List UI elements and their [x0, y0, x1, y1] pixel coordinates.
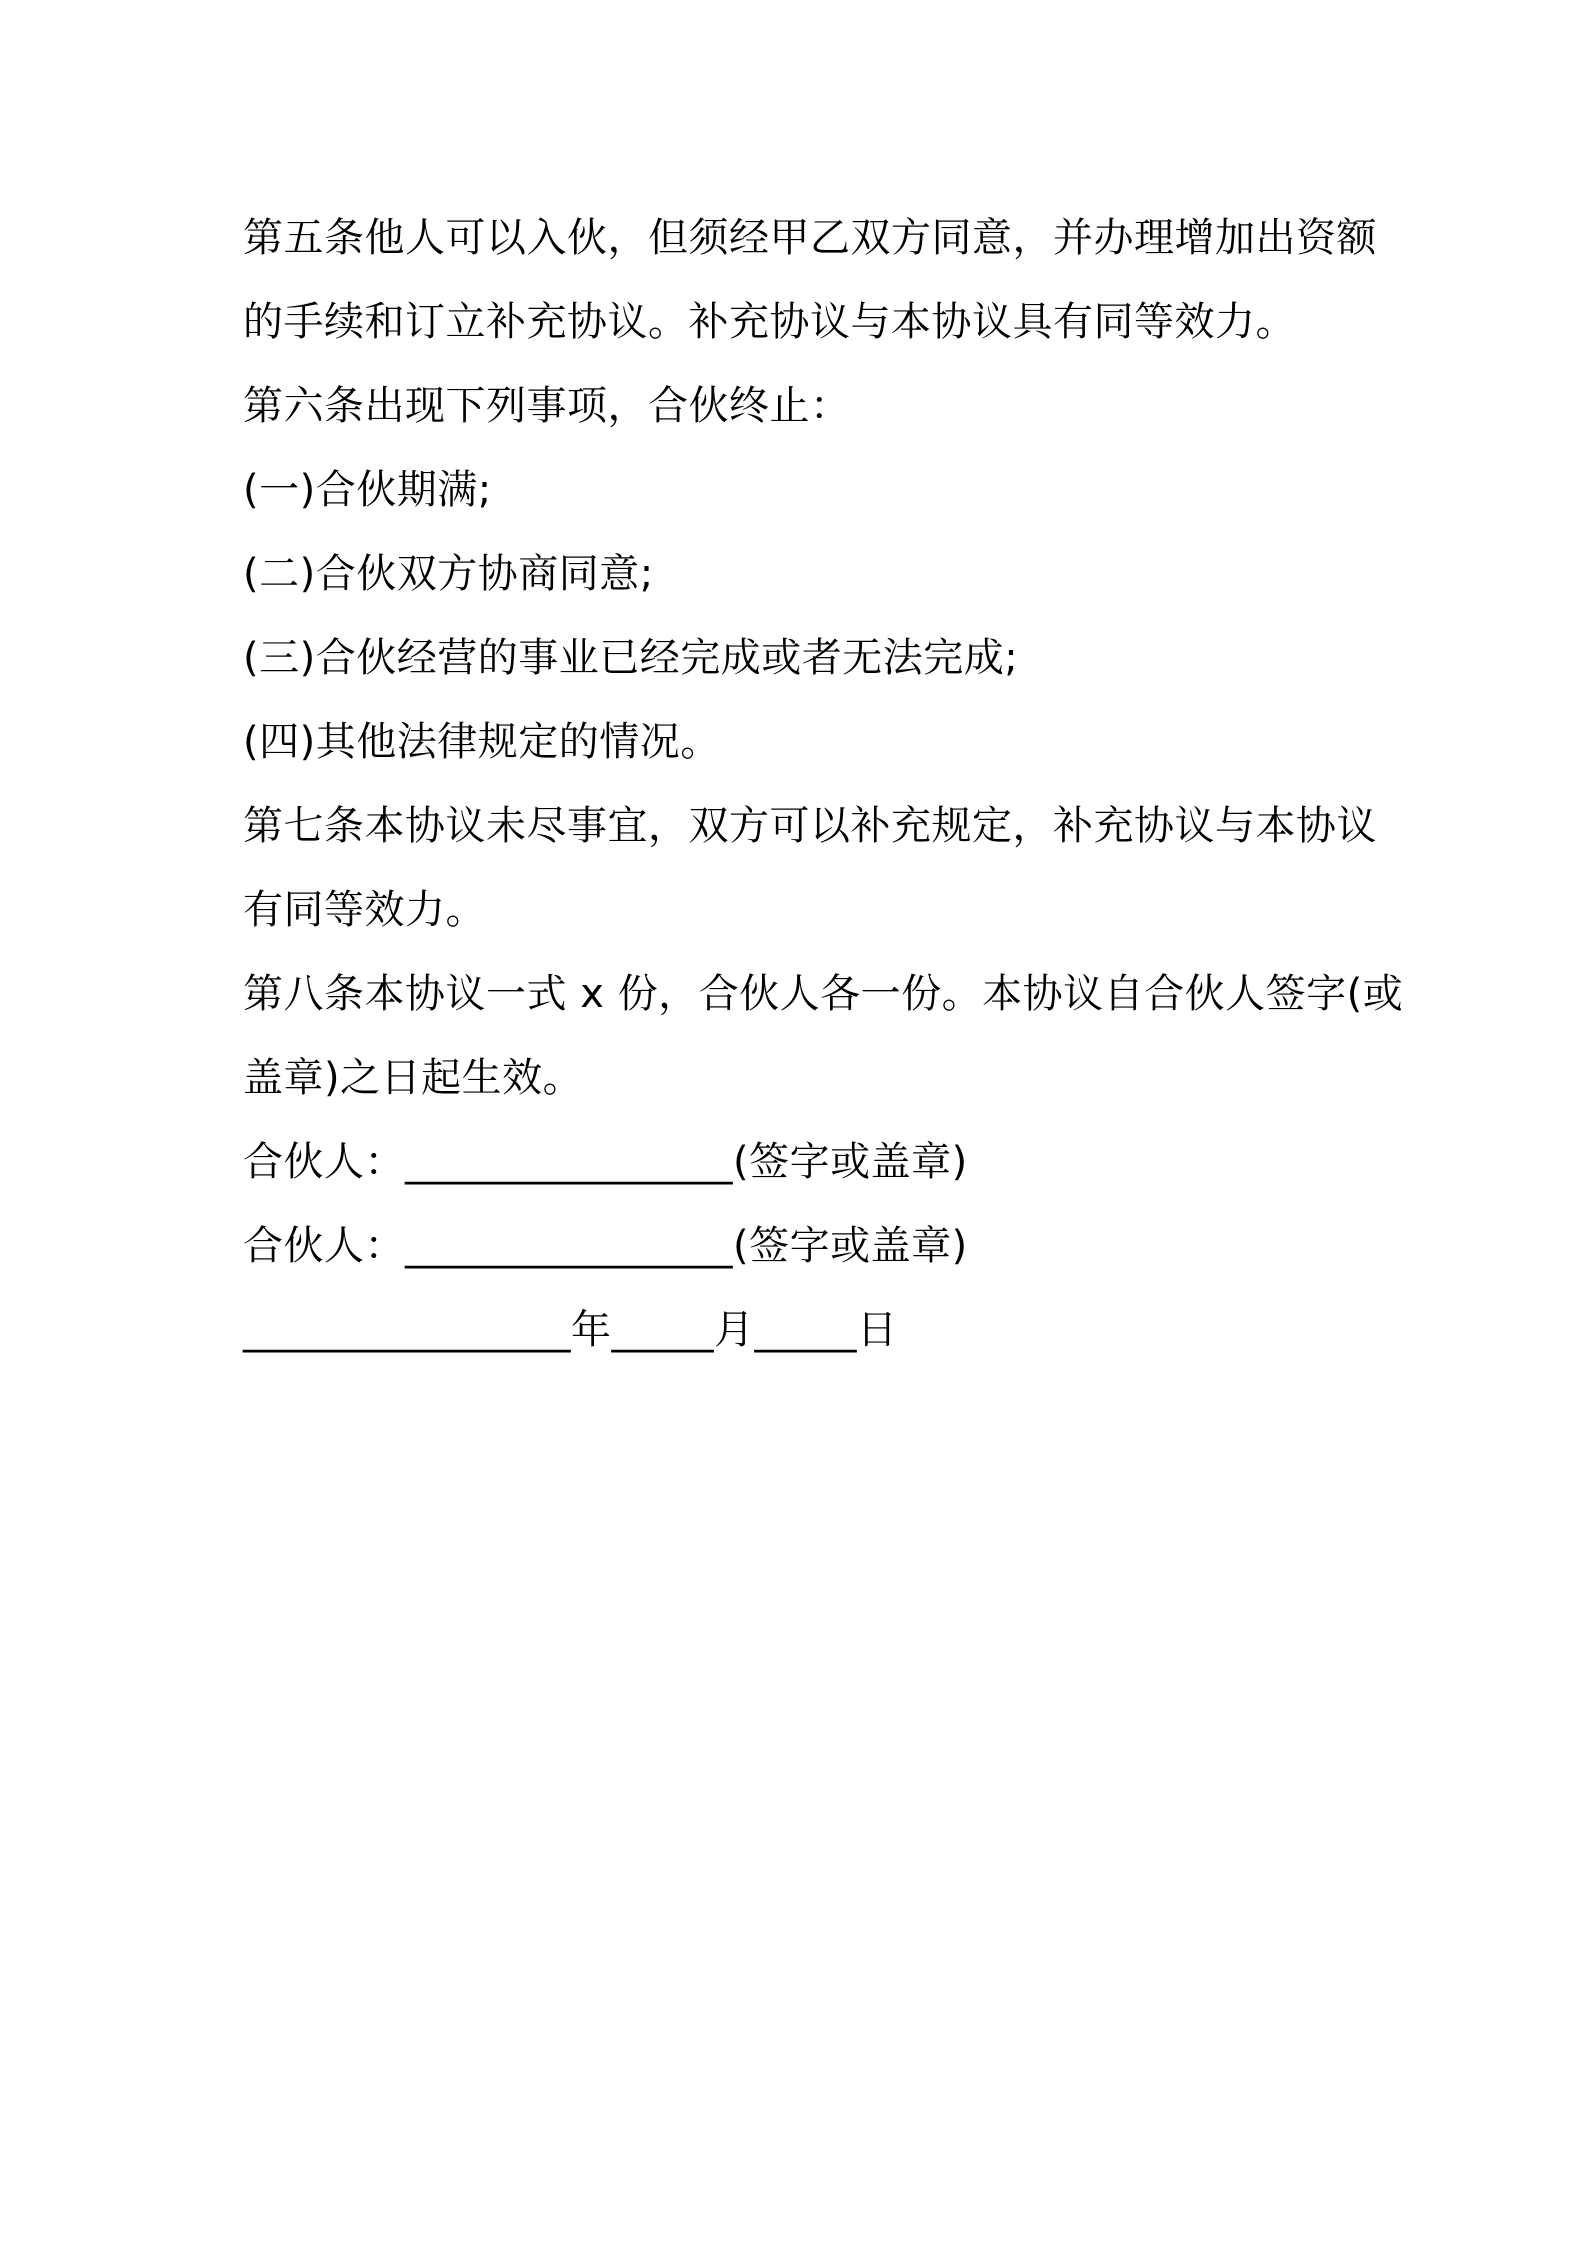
article-5-line-2: 的手续和订立补充协议。补充协议与本协议具有同等效力。	[243, 299, 1296, 345]
article-7-line-1: 第七条本协议未尽事宜，双方可以补充规定，补充协议与本协议	[243, 803, 1377, 849]
article-6-item-1: (一)合伙期满;	[243, 467, 492, 513]
partner-signature-line-1: 合伙人：________________(签字或盖章)	[243, 1139, 968, 1185]
article-6-item-2: (二)合伙双方协商同意;	[243, 551, 654, 597]
article-6-item-3: (三)合伙经营的事业已经完成或者无法完成;	[243, 635, 1019, 681]
date-line: ________________年_____月_____日	[243, 1307, 898, 1353]
article-7-line-2: 有同等效力。	[243, 887, 486, 933]
article-6-item-4: (四)其他法律规定的情况。	[243, 719, 721, 765]
document-page	[243, 196, 1404, 1372]
article-8-line-2: 盖章)之日起生效。	[243, 1055, 584, 1101]
article-5-line-1: 第五条他人可以入伙，但须经甲乙双方同意，并办理增加出资额	[243, 215, 1377, 261]
article-8-line-1: 第八条本协议一式 x 份，合伙人各一份。本协议自合伙人签字(或	[243, 971, 1404, 1017]
article-6-heading: 第六条出现下列事项，合伙终止：	[243, 383, 851, 429]
partner-signature-line-2: 合伙人：________________(签字或盖章)	[243, 1223, 968, 1269]
